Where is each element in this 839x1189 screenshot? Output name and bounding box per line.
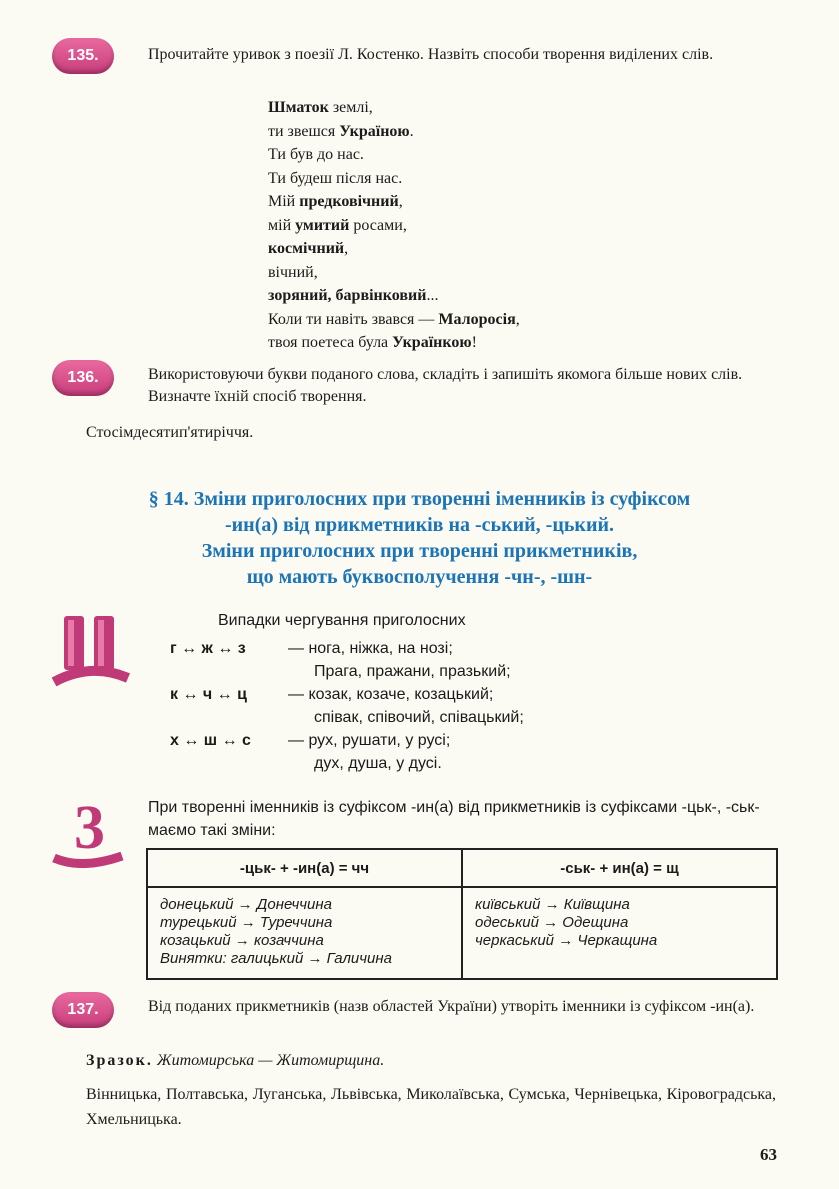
poem-text: ... xyxy=(426,287,439,304)
poem-excerpt xyxy=(268,96,520,355)
poem-line xyxy=(268,284,520,308)
alternation-pattern: к ↔ ч ↔ ц xyxy=(170,686,247,703)
exercise-number-badge: 137. xyxy=(52,992,114,1028)
poem-text: . xyxy=(409,122,414,140)
highlighted-word: Шматок xyxy=(268,99,329,116)
sample-line xyxy=(86,1052,384,1070)
alternation-title: Випадки чергування приголосних xyxy=(218,612,466,629)
table-example: донецький → Донеччина xyxy=(160,896,332,913)
table-example: козацький → козаччина xyxy=(160,932,324,949)
poem-text: Ти будеш після нас. xyxy=(268,169,403,187)
alternation-examples: — рух, рушати, у русі; xyxy=(288,732,451,749)
poem-line xyxy=(268,120,520,144)
table-example: черкаський → Черкащина xyxy=(475,932,658,949)
table-header: -цьк- + -ин(а) = чч xyxy=(147,849,462,887)
poem-text: , xyxy=(344,240,349,257)
poem-text: твоя поетеса була xyxy=(268,334,393,351)
poem-line xyxy=(268,308,520,332)
highlighted-word: предковічний xyxy=(299,193,399,210)
sample-label: Зразок. xyxy=(86,1052,153,1069)
exercise-number-badge: 135. xyxy=(52,38,114,74)
alternation-row xyxy=(170,686,493,704)
highlighted-word: Україною xyxy=(339,122,410,140)
alternation-examples: — козак, козаче, козацький; xyxy=(288,686,494,703)
poem-line xyxy=(268,261,520,285)
poem-line xyxy=(268,237,520,261)
table-cell-left xyxy=(147,887,462,979)
adjective-list: Вінницька, Полтавська, Луганська, Львівська, Миколаївська, Сумська, Чернівецька, Кіровоградська, Хмельницька. xyxy=(86,1086,776,1128)
poem-text: , xyxy=(398,193,403,210)
poem-text: землі, xyxy=(328,99,373,116)
table-example: одеський → Одещина xyxy=(475,914,629,931)
section-heading-line: -ин(а) від прикметників на -ський, -цький. xyxy=(225,514,614,536)
alternation-pattern: г ↔ ж ↔ з xyxy=(170,640,246,657)
rule-text: При творенні іменників із суфіксом -ин(а) від прикметників із суфіксами -цьк-, -ськ- маємо такі зміни: xyxy=(148,799,760,839)
exercise-136-instruction: Використовуючи букви поданого слова, складіть і запишіть якомога більше нових слів. Визначте їхній спосіб творення. xyxy=(148,366,743,405)
poem-line xyxy=(268,214,520,238)
highlighted-word: космічний xyxy=(268,240,345,257)
alternation-row xyxy=(170,709,524,727)
section-heading xyxy=(0,486,839,590)
alternation-examples: Прага, пражани, празький; xyxy=(314,663,511,680)
highlighted-word: умитий xyxy=(295,216,350,234)
exercise-number-badge: 136. xyxy=(52,360,114,396)
poem-text: Ти був до нас. xyxy=(268,146,364,163)
section-heading-line: § 14. Зміни приголосних при творенні іменників із суфіксом xyxy=(148,488,691,510)
poem-line xyxy=(268,190,520,214)
highlighted-word: Українкою xyxy=(392,334,472,351)
svg-text:3: 3 xyxy=(74,796,105,862)
table-example: турецький → Туреччина xyxy=(160,914,333,931)
exercise-137-instruction: Від поданих прикметників (назв областей України) утворіть іменники із суфіксом -ин(а). xyxy=(148,998,755,1015)
suffix-change-table xyxy=(146,848,778,980)
table-cell-right xyxy=(462,887,777,979)
highlighted-word: зоряний, барвінковий xyxy=(268,287,427,304)
page-number: 63 xyxy=(760,1145,777,1164)
alternation-examples: дух, душа, у дусі. xyxy=(314,755,442,772)
poem-text: Коли ти навіть звався — xyxy=(268,310,439,328)
poem-text: , xyxy=(515,310,520,328)
poem-line xyxy=(268,331,520,355)
table-example: київський → Київщина xyxy=(475,896,630,913)
section-heading-line: що мають буквосполучення -чн-, -шн- xyxy=(246,566,593,588)
exercise-135-instruction: Прочитайте уривок з поезії Л. Костенко. Назвіть способи творення виділених слів. xyxy=(148,46,714,63)
poem-text: Мій xyxy=(268,193,300,210)
poem-text: росами, xyxy=(349,216,407,234)
poem-text: вічний, xyxy=(268,263,318,281)
alternation-examples: — нога, ніжка, на нозі; xyxy=(288,640,453,657)
alternation-row xyxy=(170,640,453,658)
poem-text: ! xyxy=(471,334,477,351)
poem-line xyxy=(268,143,520,167)
alternation-row xyxy=(170,755,442,773)
memorize-icon xyxy=(52,796,130,868)
alternation-examples: співак, співочий, співацький; xyxy=(314,709,524,726)
alternation-row xyxy=(170,663,511,681)
sample-text: Житомирська — Житомирщина. xyxy=(156,1052,385,1069)
highlighted-word: Малоросія xyxy=(438,310,516,328)
exercise-136-word: Стосімдесятип'ятиріччя. xyxy=(86,424,254,441)
alternation-pattern: х ↔ ш ↔ с xyxy=(170,732,251,749)
section-heading-line: Зміни приголосних при творенні прикметників, xyxy=(201,540,638,562)
poem-text: ти звешся xyxy=(268,122,340,140)
alternation-row xyxy=(170,732,450,750)
poem-text: мій xyxy=(268,216,296,234)
table-header: -ськ- + ин(а) = щ xyxy=(462,849,777,887)
poem-line xyxy=(268,167,520,191)
remember-icon xyxy=(52,612,130,690)
table-exception: Винятки: галицький → Галичина xyxy=(160,950,392,967)
poem-line xyxy=(268,96,520,120)
